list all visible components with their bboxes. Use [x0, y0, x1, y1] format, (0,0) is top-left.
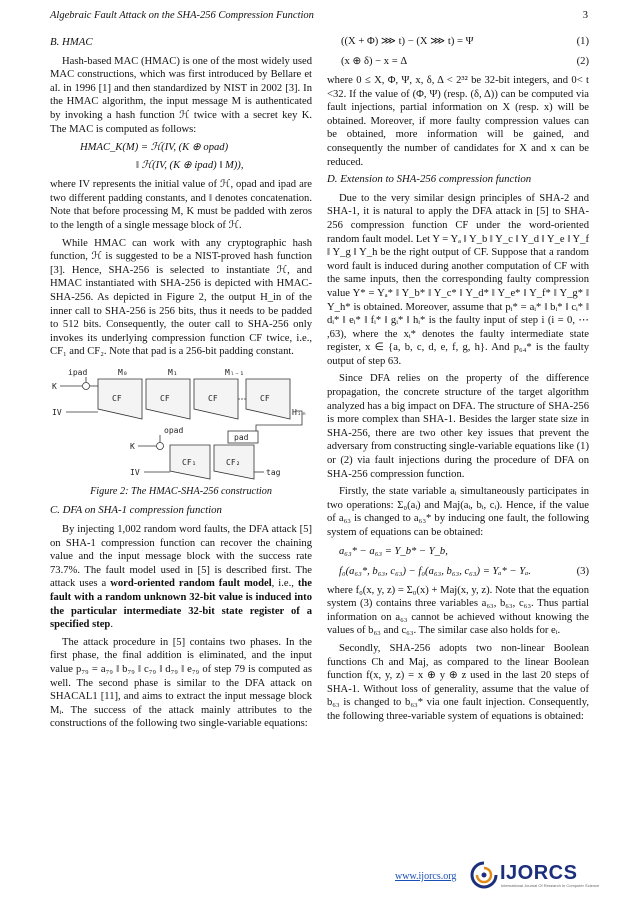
- logo-swirl-icon: [468, 860, 500, 890]
- section-c-heading: C. DFA on SHA-1 compression function: [50, 504, 222, 517]
- equation-2-body: (x ⊕ δ) − x = Δ: [341, 56, 408, 67]
- equation-3-number: (3): [576, 565, 589, 577]
- fig-k-label-2: K: [130, 441, 135, 451]
- dfa-p1-bold-2: the fault with a random unknown 32-bit value is induced into the particular intermediate 32-bit state register of a specified step: [50, 578, 312, 631]
- equation-3-line-1: a₆₃* − a₆₃ = Y_b* − Y_b,: [339, 545, 448, 557]
- fig-xor-1: [83, 382, 90, 389]
- fig-ml1-label: Mₗ₋₁: [225, 367, 245, 377]
- section-d-heading: D. Extension to SHA-256 compression function: [327, 173, 532, 186]
- journal-logo: [468, 860, 600, 890]
- running-header: [50, 10, 588, 21]
- fig-cf-4: CF: [260, 393, 270, 403]
- figure-2-caption: Figure 2: The HMAC-SHA-256 construction: [90, 485, 272, 497]
- fig-cf-3: CF: [208, 393, 218, 403]
- hmac-equation-line-1: HMAC_K(M) = ℋ(IV, (K ⊕ opad): [80, 142, 229, 154]
- fig-xor-2: [157, 442, 164, 449]
- left-column: [50, 36, 312, 735]
- equation-2-number: (2): [576, 56, 589, 67]
- hmac-paragraph-2: where IV represents the initial value of ℋ, opad and ipad are two different padding constants, and ‖ denotes concatenation. Note that before processing M, K must be padded with zeros to the length of a single message block of ℋ.: [50, 179, 312, 231]
- equation-2: [327, 54, 589, 70]
- dfa-p1-bold-1: word-oriented random fault model: [110, 578, 272, 590]
- fig-ipad-label: ipad: [68, 367, 88, 377]
- section-b-heading: B. HMAC: [50, 36, 93, 48]
- fig-hin-label: Hᵢₙ: [292, 407, 307, 417]
- dfa-paragraph-1: [50, 523, 312, 632]
- dfa-paragraph-2: The attack procedure in [5] contains two phases. In the first phase, the final addition is eliminated, and the input value p₇₉ = a₇₉ ‖ b₇₉ ‖ c₇₉ ‖ d₇₉ ‖ e₇₉ of step 79 is computed as well. The second phase is similar to the DFA attack on SHACAL1 [11], and aims to extract the input message block Mᵢ. The success of the attack mainly attributes to the constructions of the following two single-variable equations:: [50, 636, 312, 730]
- right-paragraph-1: where 0 ≤ X, Φ, Ψ, x, δ, Δ < 2³² be 32-bit integers, and 0< t <32. If the value of (Φ, Ψ) (resp. (δ, Δ)) can be computed via fault injections, partial information on X (resp. x) will be obtained. Moreover, if more faulty compression values can be obtained, more information will be gained, and consequently the number of candidates for X and x can be reduced.: [327, 75, 589, 168]
- equation-1-number: (1): [576, 36, 589, 47]
- right-paragraph-5: where f₀(x, y, z) = Σ₀(x) + Maj(x, y, z). Note that the equation system (3) contains three variables a₆₃, b₆₃, c₆₃. Thus partial information on a₆₃ cannot be achieved without knowing the values of b₆₃ and c₆₃. The similar case also holds for eᵢ.: [327, 584, 589, 637]
- fig-opad-label: opad: [164, 425, 184, 435]
- fig-cf1-label: CF₁: [182, 457, 197, 467]
- fig-cf2-label: CF₂: [226, 457, 241, 467]
- equation-1-body: ((X + Φ) ⋙ t) − (X ⋙ t) = Ψ: [341, 36, 474, 47]
- dfa-p1-e: .: [110, 619, 113, 631]
- fig-tag-label: tag: [266, 467, 281, 477]
- fig-iv-label-1: IV: [52, 407, 62, 417]
- right-column: [327, 36, 589, 728]
- logo-subtitle: International Journal Of Research In Computer Science: [501, 883, 600, 888]
- equation-3-line-2: [339, 564, 589, 580]
- equation-1: [327, 34, 589, 50]
- fig-m0-label: M₀: [118, 367, 128, 377]
- hmac-sha256-diagram: [50, 363, 312, 483]
- fig-cf-2: CF: [160, 393, 170, 403]
- fig-iv-label-2: IV: [130, 467, 140, 477]
- right-paragraph-6: Secondly, SHA-256 adopts two non-linear Boolean functions Ch and Maj, as compared to the linear Boolean function f(x, y, z) = x ⊕ y ⊕ z used in the last 20 steps of SHA-1. Without loss of generality, assume that the value of b₆₃ is changed to b₆₃* via one fault injection. Consequently, the following three-variable system of equations is obtained:: [327, 642, 589, 722]
- right-paragraph-2: Due to the very similar design principles of SHA-2 and SHA-1, it is natural to apply the DFA attack in [5] to SHA-256 compression function CF under the word-oriented random fault model. Let Y = Yₐ ‖ Y_b ‖ Y_c ‖ Y_d ‖ Y_e ‖ Y_f ‖ Y_g ‖ Y_h be the right output of CF. Suppose that a random word fault is induced during another computation of CF with the same inputs, then the corresponding faulty compression value Y* = Yₐ* ‖ Y_b* ‖ Y_c* ‖ Y_d* ‖ Y_e* ‖ Y_f* ‖ Y_g* ‖ Y_h* is obtained. Moreover, assume that pᵢ* = aᵢ* ‖ bᵢ* ‖ cᵢ* ‖ dᵢ* ‖ eᵢ* ‖ fᵢ* ‖ gᵢ* ‖ hᵢ* is the faulty input of step i (i = 0, ⋯ ,63), where the xᵢ* denotes the faulty intermediate state register, x ∈ {a, b, c, d, e, f, g, h}. And p₆₄* is the faulty output of step 63.: [327, 192, 589, 367]
- fig-k-label-1: K: [52, 381, 57, 391]
- right-paragraph-3: Since DFA relies on the property of the difference propagation, the concrete structure of the target algorithm analyzed has a big impact on DFA. The structure of SHA-256 is more complex than SHA-1. Besides the larger state size in SHA-256, there are two other key issues that prevent the adversary from constructing single-variable equations like (1) or (2) via fault injections during the procedure of DFA on SHA-256 compression function.: [327, 373, 589, 480]
- journal-link[interactable]: www.ijorcs.org: [395, 871, 457, 882]
- logo-text: IJORCS: [500, 862, 578, 884]
- fig-m1-label: M₁: [168, 367, 178, 377]
- hmac-paragraph-3: While HMAC can work with any cryptographic hash function, ℋ is suggested to be a NIST-proved hash function [3]. Hence, SHA-256 is selected to instantiate ℋ, and HMAC instantiated with SHA-256 is depicted with HMAC-SHA-256. As depicted in Figure 2, the output H_in of the inner call to SHA-256 is 256 bits, thus it needs to be padded to 512 bits. Consequently, the outer call to SHA-256 only invokes its underlying compression function CF twice, i.e., CF₁ and CF₂. Note that pad is a 256-bit padding constant.: [50, 237, 312, 358]
- hmac-equation-line-2: ‖ ℋ(IV, (K ⊕ ipad) ‖ M)),: [136, 160, 244, 172]
- header-title: Algebraic Fault Attack on the SHA-256 Compression Function: [50, 10, 314, 21]
- fig-cf-1: CF: [112, 393, 122, 403]
- dfa-p1-c: , i.e.,: [271, 578, 298, 590]
- right-paragraph-4: Firstly, the state variable aᵢ simultaneously participates in two operations: Σ₀(aᵢ) and Maj(aᵢ, bᵢ, cᵢ). Hence, if the value of a₆₃ is changed to a₆₃* by inducing one fault, the following system of equations can be obtained:: [327, 486, 589, 538]
- page-number: 3: [582, 10, 588, 21]
- hmac-paragraph-1: Hash-based MAC (HMAC) is one of the most widely used MAC constructions, which was first introduced by Bellare et al. in 1996 [1] and then standardized by NIST in 2002 [3]. In the HMAC algorithm, the input message M is authenticated by invoking a hash function ℋ twice with a secret key K. The MAC is computed as follows:: [50, 55, 312, 135]
- dfa-p1-a: By injecting 1,002 random word faults, the DFA attack [5] on SHA-1 compression function can recover the chaining value and the input message block with the success rate 73.7%. The fault model used in [5] is described first. The attack uses a: [50, 524, 312, 590]
- fig-pad-label: pad: [234, 432, 249, 442]
- equation-3-line-2-body: f₀(a₆₃*, b₆₃, c₆₃) − f₀(a₆₃, b₆₃, c₆₃) = Yₐ* − Yₐ.: [339, 565, 531, 577]
